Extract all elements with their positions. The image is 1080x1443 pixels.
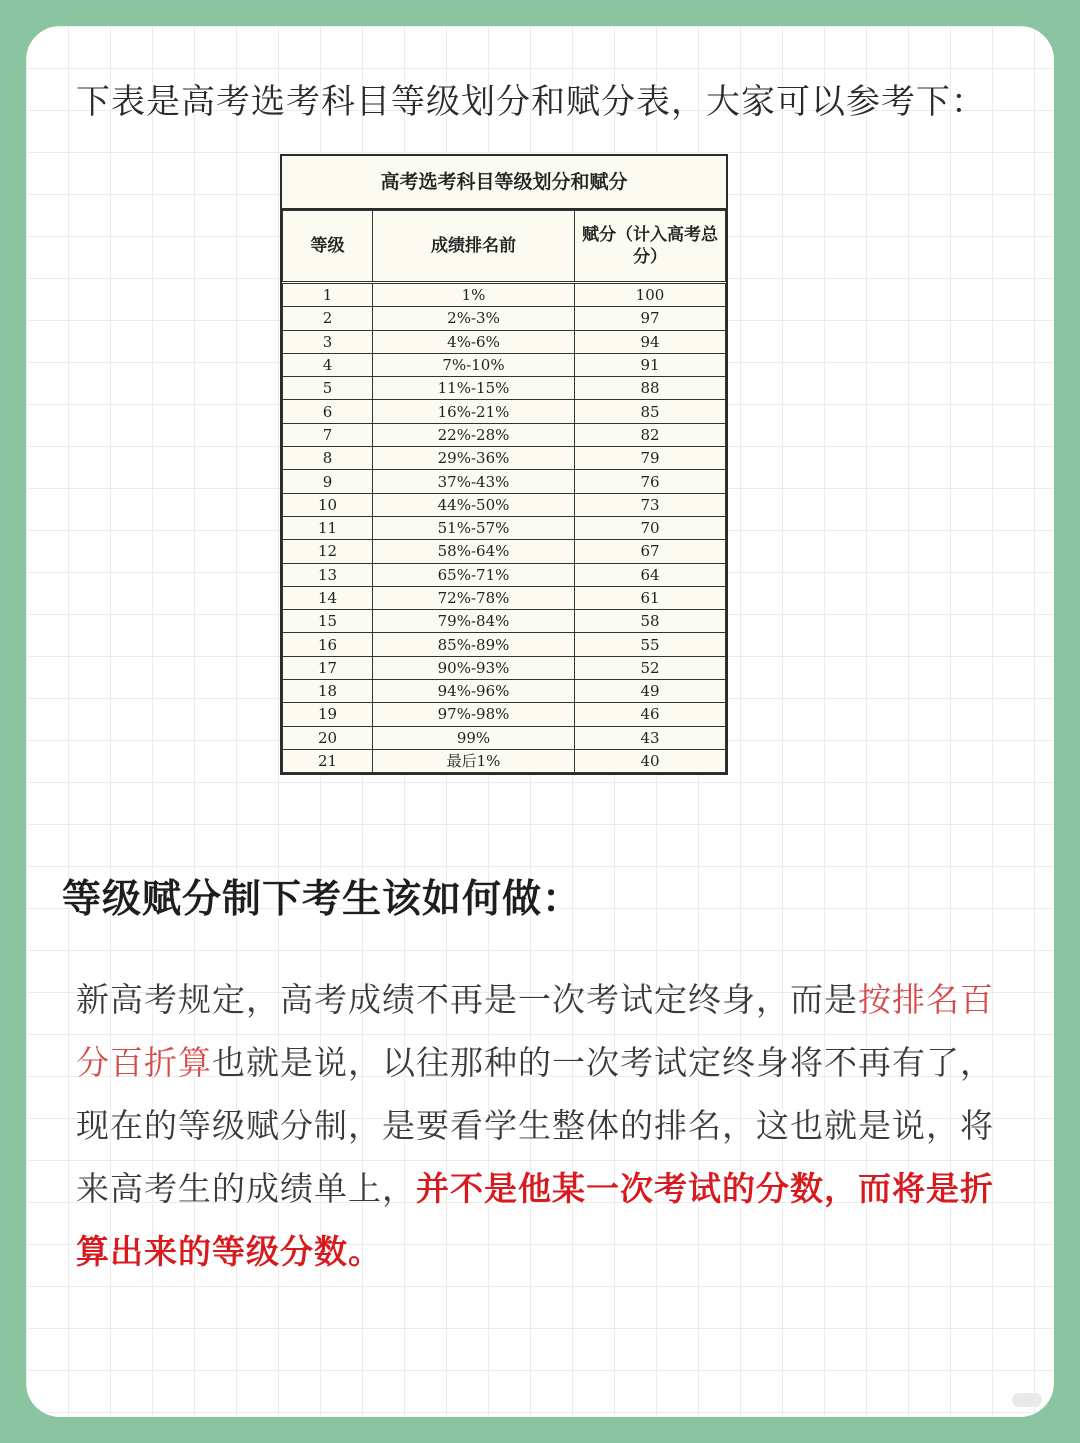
cell-rank: 44%-50% (373, 493, 575, 516)
body-text-part2: 也就是说，以往那种的一次考试定终身将不再有了，现在的等级赋分制，是要看学生整体的排名，这也就是说，将来高考生的成绩单上， (76, 1043, 994, 1208)
cell-rank: 29%-36% (373, 447, 575, 470)
cell-grade: 3 (283, 330, 373, 353)
table-row (283, 377, 726, 400)
cell-grade: 20 (283, 726, 373, 749)
cell-rank: 16%-21% (373, 400, 575, 423)
cell-score: 61 (575, 586, 726, 609)
cell-rank: 1% (373, 283, 575, 307)
cell-grade: 5 (283, 377, 373, 400)
section-title: 等级赋分制下考生该如何做： (62, 877, 583, 922)
content-card (26, 26, 1054, 1417)
cell-rank: 58%-64% (373, 540, 575, 563)
table-row (283, 423, 726, 446)
cell-rank: 97%-98% (373, 703, 575, 726)
table-body (283, 283, 726, 773)
table-row (283, 493, 726, 516)
cell-grade: 6 (283, 400, 373, 423)
table-row (283, 283, 726, 307)
table-row (283, 540, 726, 563)
cell-rank: 72%-78% (373, 586, 575, 609)
cell-grade: 17 (283, 656, 373, 679)
intro-text: 下表是高考选考科目等级划分和赋分表，大家可以参考下： (76, 82, 986, 122)
table-row (283, 330, 726, 353)
table-row (283, 586, 726, 609)
cell-grade: 15 (283, 610, 373, 633)
table-row (283, 353, 726, 376)
header-score: 赋分（计入高考总分） (575, 211, 726, 283)
table-row (283, 447, 726, 470)
table-header-row (283, 211, 726, 283)
cell-grade: 13 (283, 563, 373, 586)
body-text-part1: 新高考规定，高考成绩不再是一次考试定终身，而是 (76, 980, 858, 1019)
score-table-image (280, 154, 728, 775)
cell-rank: 90%-93% (373, 656, 575, 679)
cell-score: 52 (575, 656, 726, 679)
cell-score: 58 (575, 610, 726, 633)
cell-grade: 7 (283, 423, 373, 446)
watermark-badge (1012, 1393, 1042, 1407)
cell-score: 70 (575, 516, 726, 539)
cell-score: 64 (575, 563, 726, 586)
table-row (283, 400, 726, 423)
cell-rank: 2%-3% (373, 307, 575, 330)
cell-score: 73 (575, 493, 726, 516)
cell-score: 88 (575, 377, 726, 400)
cell-score: 91 (575, 353, 726, 376)
table-row (283, 610, 726, 633)
cell-grade: 4 (283, 353, 373, 376)
cell-score: 100 (575, 283, 726, 307)
cell-rank: 22%-28% (373, 423, 575, 446)
header-grade: 等级 (283, 211, 373, 283)
highlight-rank-percent: 按排名百分百折算 (76, 980, 994, 1082)
cell-grade: 16 (283, 633, 373, 656)
cell-score: 76 (575, 470, 726, 493)
table-row (283, 516, 726, 539)
table-row (283, 470, 726, 493)
cell-score: 85 (575, 400, 726, 423)
table-row (283, 307, 726, 330)
table-row (283, 703, 726, 726)
cell-rank: 94%-96% (373, 680, 575, 703)
cell-grade: 9 (283, 470, 373, 493)
cell-score: 43 (575, 726, 726, 749)
cell-rank: 最后1% (373, 749, 575, 772)
cell-score: 82 (575, 423, 726, 446)
body-paragraph (76, 968, 1006, 1283)
cell-grade: 1 (283, 283, 373, 307)
cell-grade: 11 (283, 516, 373, 539)
cell-grade: 2 (283, 307, 373, 330)
cell-rank: 85%-89% (373, 633, 575, 656)
header-rank: 成绩排名前 (373, 211, 575, 283)
cell-rank: 99% (373, 726, 575, 749)
cell-score: 46 (575, 703, 726, 726)
cell-rank: 65%-71% (373, 563, 575, 586)
cell-grade: 19 (283, 703, 373, 726)
cell-rank: 51%-57% (373, 516, 575, 539)
table-caption: 高考选考科目等级划分和赋分 (282, 156, 726, 210)
cell-grade: 12 (283, 540, 373, 563)
cell-grade: 18 (283, 680, 373, 703)
cell-rank: 79%-84% (373, 610, 575, 633)
cell-score: 94 (575, 330, 726, 353)
cell-rank: 7%-10% (373, 353, 575, 376)
cell-score: 97 (575, 307, 726, 330)
table-row (283, 633, 726, 656)
highlight-grade-score: 并不是他某一次考试的分数，而将是折算出来的等级分数。 (76, 1169, 994, 1271)
cell-score: 40 (575, 749, 726, 772)
table-row (283, 726, 726, 749)
cell-score: 55 (575, 633, 726, 656)
score-table (282, 156, 726, 773)
table-row (283, 680, 726, 703)
table-row (283, 749, 726, 772)
cell-grade: 14 (283, 586, 373, 609)
table-row (283, 656, 726, 679)
cell-grade: 10 (283, 493, 373, 516)
cell-grade: 21 (283, 749, 373, 772)
table-row (283, 563, 726, 586)
cell-score: 67 (575, 540, 726, 563)
cell-rank: 4%-6% (373, 330, 575, 353)
cell-grade: 8 (283, 447, 373, 470)
cell-rank: 11%-15% (373, 377, 575, 400)
cell-rank: 37%-43% (373, 470, 575, 493)
cell-score: 49 (575, 680, 726, 703)
cell-score: 79 (575, 447, 726, 470)
